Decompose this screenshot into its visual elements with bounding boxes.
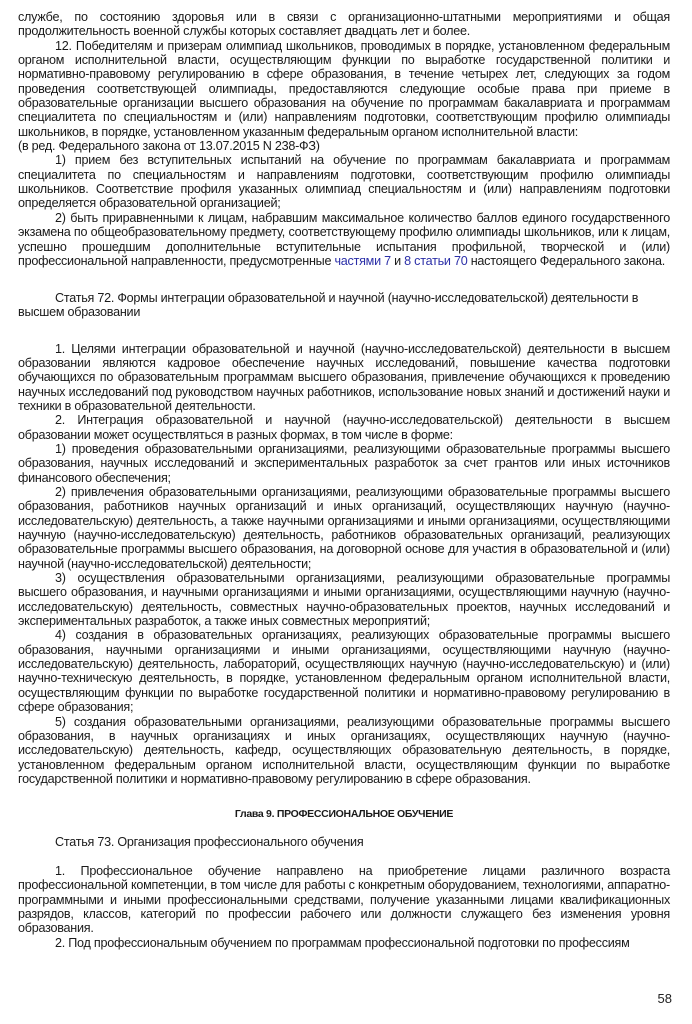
article-72-subitem-2: 2) привлечения образовательными организациями, реализующими образовательные программы высшего образования, работников научных организаций и иных организаций, осуществляющих научную (научно-исследовательскую) деятельность, а также научными организациями и иными организациями, осуществляющими научную (научно-исследовательскую) деятельность, работников образовательных организаций, реализующих образовательные программы высшего образования, на договорной основе для участия в образовательной и (или) научной (научно-исследовательской) деятельности; [18, 485, 670, 571]
article-72-subitem-3: 3) осуществления образовательными организациями, реализующими образовательные программы высшего образования, и научными организациями и иными организациями, осуществляющими научную (научно-исследовательскую) деятельность, совместных научно-образовательных проектов, научных исследований и экспериментальных разработок, а также иных совместных мероприятий; [18, 571, 670, 629]
spacer [18, 268, 670, 282]
article-72-item-2: 2. Интеграция образовательной и научной (научно-исследовательской) деятельности в высшем образовании может осуществляться в разных формах, в том числе в форме: [18, 413, 670, 442]
link-article-70[interactable]: 8 статьи 70 [404, 253, 468, 268]
spacer [18, 850, 670, 864]
link-parts-7[interactable]: частями 7 [334, 253, 391, 268]
spacer [18, 786, 670, 800]
paragraph-subitem-2 [18, 211, 670, 268]
article-73-item-2: 2. Под профессиональным обучением по программам профессиональной подготовки по профессиям [55, 935, 630, 950]
amendment-note: (в ред. Федерального закона от 13.07.2015 N 238-ФЗ) [18, 139, 320, 154]
subitem-2-conjunction: и [390, 253, 405, 268]
article-72-item-1: 1. Целями интеграции образовательной и научной (научно-исследовательской) деятельности в высшем образовании являются кадровое обеспечение научных исследований, повышение качества подготовки обучающихся по образовательным программам высшего образования, привлечение обучающихся к проведению научных исследований под руководством научных работников, использование новых знаний и достижений науки и техники в образовательной деятельности. [18, 341, 670, 413]
paragraph-continuation: службе, по состоянию здоровья или в связи с организационно-штатными мероприятиями и общая продолжительность военной службы которых составляет двадцать лет и более. [18, 10, 670, 39]
spacer [18, 283, 670, 291]
paragraph-subitem-1: 1) прием без вступительных испытаний на обучение по программам бакалавриата и программам специалитета по специальностям и направлениям подготовки, соответствующим профилю олимпиады школьников. Соответствие профиля указанных олимпиад специальностям и (или) направлениям подготовки определяется образовательной организацией; [18, 153, 670, 211]
chapter-9-title: Глава 9. ПРОФЕССИОНАЛЬНОЕ ОБУЧЕНИЕ [234, 807, 454, 820]
spacer [18, 821, 670, 835]
paragraph-item-12: 12. Победителям и призерам олимпиад школьников, проводимых в порядке, установленном федеральным органом исполнительной власти, осуществляющим функции по выработке государственной политики и нормативно-правовому регулированию в сфере образования, в течение четырех лет, следующих за годом проведения соответствующей олимпиады, предоставляются следующие особые права при приеме в образовательные организации высшего образования на обучение по программам бакалавриата и программам специалитета по специальностям и (или) направлениям подготовки, соответствующим профилю олимпиады школьников, в порядке, установленном указанным федеральным органом исполнительной власти: [18, 38, 670, 139]
subitem-2-tail: настоящего Федерального закона. [467, 253, 665, 268]
page-number: 58 [657, 991, 672, 1006]
article-72-subitem-1: 1) проведения образовательными организациями, реализующими образовательные программы высшего образования, научных исследований и экспериментальных разработок за счет грантов или иных источников финансового обеспечения; [18, 441, 670, 485]
spacer [18, 334, 670, 342]
article-73-item-1: 1. Профессиональное обучение направлено на приобретение лицами различного возраста профессиональной компетенции, в том числе для работы с конкретным оборудованием, технологиями, аппаратно-программными и иными профессиональными средствами, получение указанными лицами квалификационных разрядов, классов, категорий по профессии рабочего или должности служащего без изменения уровня образования. [18, 863, 670, 936]
article-72-title: Статья 72. Формы интеграции образовательной и научной (научно-исследовательской) деятельности в высшем образовании [18, 290, 639, 319]
article-72-subitem-5: 5) создания образовательными организациями, реализующими образовательные программы высшего образования, в научных организациях и иных организациях, осуществляющих научную (научно-исследовательскую) деятельность, кафедр, осуществляющих образовательную деятельность, в порядке, установленном федеральным органом исполнительной власти, осуществляющим функции по выработке государственной политики и нормативно-правовому регулированию в сфере образования. [18, 714, 670, 786]
subitem-2-text: 2) быть приравненными к лицам, набравшим максимальное количество баллов единого государственного экзамена по общеобразовательному предмету, соответствующему профилю олимпиады школьников, или к лицам, успешно прошедшим дополнительные вступительные испытания профильной, творческой и (или) профессиональной направленности, предусмотренные [18, 210, 670, 268]
document-page [18, 10, 670, 950]
spacer [18, 319, 670, 333]
article-72-subitem-4: 4) создания в образовательных организациях, реализующих образовательные программы высшего образования, научными организациями и иными организациями, осуществляющими научную (научно-исследовательскую) деятельность, лабораторий, осуществляющих научную (научно-исследовательскую) и (или) научно-техническую деятельность, в порядке, установленном федеральным органом исполнительной власти, осуществляющим функции по выработке государственной политики и нормативно-правовому регулированию в сфере образования; [18, 628, 670, 715]
article-73-title: Статья 73. Организация профессионального обучения [55, 835, 364, 850]
